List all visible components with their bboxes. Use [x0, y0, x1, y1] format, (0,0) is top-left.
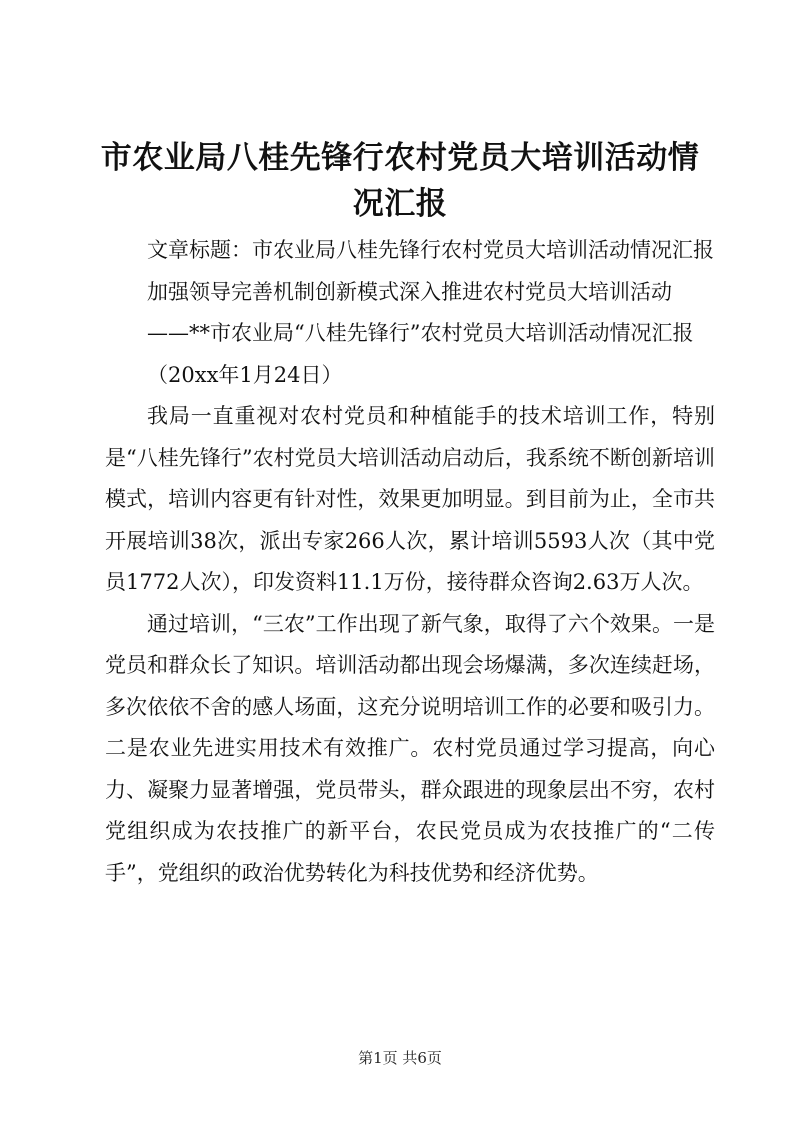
article-title-line: 文章标题：市农业局八桂先锋行农村党员大培训活动情况汇报 [147, 238, 714, 262]
document-body [105, 230, 715, 894]
subtitle-line: 加强领导完善机制创新模式深入推进农村党员大培训活动 [147, 279, 672, 304]
report-heading-line: ——**市农业局“八桂先锋行”农村党员大培训活动情况汇报 [147, 321, 694, 345]
body-paragraph: 通过培训，“三农”工作出现了新气象，取得了六个效果。一是党员和群众长了知识。培训活动都出现会场爆满，多次连续赶场，多次依依不舍的感人场面，这充分说明培训工作的必要和吸引力。二是农业先进实用技术有效推广。农村党员通过学习提高，向心力、凝聚力显著增强，党员带头，群众跟进的现象层出不穷，农村党组织成为农技推广的新平台，农民党员成为农技推广的“二传手”，党组织的政治优势转化为科技优势和经济优势。 [105, 611, 715, 885]
document-title: 市农业局八桂先锋行农村党员大培训活动情况汇报 [100, 140, 700, 222]
page-footer: 第1页 共6页 [358, 1049, 442, 1067]
report-date: （20xx年1月24日） [147, 362, 343, 387]
body-paragraph: 我局一直重视对农村党员和种植能手的技术培训工作，特别是“八桂先锋行”农村党员大培训活动启动后，我系统不断创新培训模式，培训内容更有针对性，效果更加明显。到目前为止，全市共开展培训38次，派出专家266人次，累计培训5593人次（其中党员1772人次），印发资料11.1万份，接待群众咨询2.63万人次。 [105, 404, 715, 594]
